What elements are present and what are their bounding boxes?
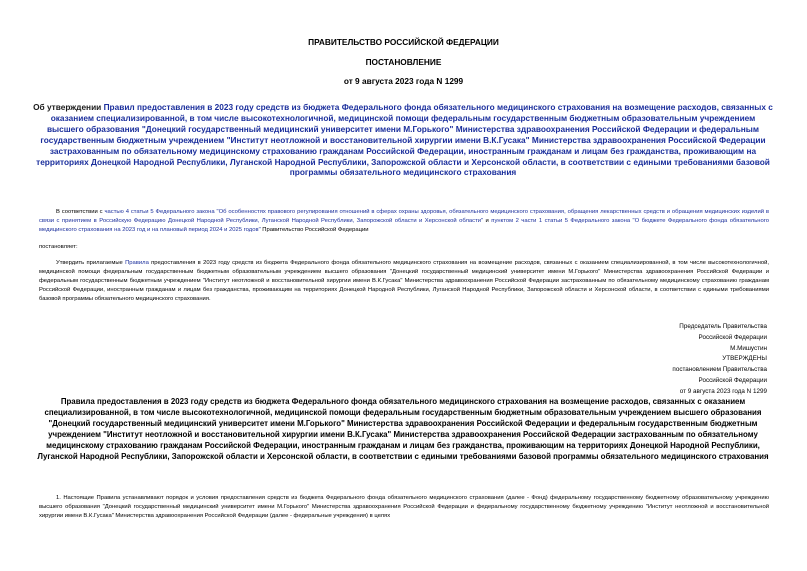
signature-line-1: Председатель Правительства (679, 323, 767, 330)
doc-type-heading: ПОСТАНОВЛЕНИЕ (365, 57, 442, 67)
approved-line-2: Российской Федерации (698, 376, 767, 384)
preamble-text-3: Правительство Российской Федерации (260, 226, 369, 233)
preamble-text-1: В соответствии с (56, 209, 105, 215)
signature-block (672, 322, 767, 398)
preamble-text-2: и (483, 217, 492, 224)
signature-name: М.Мишустин (730, 344, 767, 352)
approve-text-2: предоставления в 2023 году средств из бюджета Федерального фонда обязательного медицинского страхования на возмещение расходов, связанных с оказанием специализированной, в том числе высокотехнологичной, медицинской помощи федеральным государственным бюджетным образовательным учреждением высшего образования "Донецкий государственный медицинский университет имени М.Горького" Министерства здравоохранения Российской Федерации и федеральным государственным бюджетным учреждением "Институт неотложной и восстановительной хирургии имени В.К.Гусака" Министерства здравоохранения Российской Федерации застрахованным по обязательному медицинскому страхованию гражданам Российской Федерации, иностранным гражданам и лицам без гражданства, проживающим на территориях Донецкой Народной Республики, Луганской Народной Республики, Запорожской области и Херсонской области, в соответствии с едиными требованиями базовой программы обязательного медицинского страхования. (39, 260, 769, 302)
law-link-1[interactable]: частью 4 статьи 5 Федерального закона "Об особенностях правового регулирования отношений в сферах охраны здоровья, обязательного медицинского страхования, обращения лекарственных средств и обращения медицинских изделий в связи с принятием в Российскую Федерацию Донецкой Народной Республики, Луганской Народной Республики, Запорожской области и Херсонской области" (39, 209, 769, 224)
preamble-paragraph (39, 208, 769, 235)
government-heading: ПРАВИТЕЛЬСТВО РОССИЙСКОЙ ФЕДЕРАЦИИ (308, 37, 499, 47)
document-title (33, 102, 773, 178)
approved-line-1: постановлением Правительства (672, 366, 767, 374)
decides-line: постановляет: (39, 244, 78, 250)
title-prefix: Об утверждении (33, 102, 104, 112)
approve-paragraph (39, 259, 769, 304)
date-number: от 9 августа 2023 года N 1299 (343, 76, 464, 86)
approved-label: УТВЕРЖДЕНЫ (722, 355, 767, 363)
approve-text-1: Утвердить прилагаемые (56, 260, 126, 266)
rules-title: Правила предоставления в 2023 году средств из бюджета Федерального фонда обязательного медицинского страхования на возмещение расходов, связанных с оказанием специализированной, в том числе высокотехнологичной, медицинской помощи федеральным государственным бюджетным образовательным учреждением высшего образования "Донецкий государственный медицинский университет имени М.Горького" Министерства здравоохранения Российской Федерации и федеральным государственным бюджетным учреждением "Институт неотложной и восстановительной хирургии имени В.К.Гусака" Министерства здравоохранения Российской Федерации застрахованным по обязательному медицинскому страхованию гражданам Российской Федерации, иностранным гражданам и лицам без гражданства, проживающим на территориях Донецкой Народной Республики, Луганской Народной Республики, Запорожской области и Херсонской области, в соответствии с едиными требованиями базовой программы обязательного медицинского страхования (37, 397, 769, 462)
law-link-2[interactable]: пунктом 2 части 1 статьи 5 Федерального закона "О бюджете Федерального фонда обязательного медицинского страхования на 2023 год и на плановый период 2024 и 2025 годов" (39, 217, 769, 233)
approved-line-3: от 9 августа 2023 года N 1299 (679, 387, 767, 395)
rules-link[interactable]: Правил предоставления в 2023 году средств из бюджета Федерального фонда обязательного медицинского страхования на возмещение расходов, связанных с оказанием специализированной, в том числе высокотехнологичной, медицинской помощи федеральным государственным бюджетным образовательным учреждением высшего образования "Донецкий государственный медицинский университет имени М.Горького" Министерства здравоохранения Российской Федерации и федеральным государственным бюджетным учреждением "Институт неотложной и восстановительной хирургии имени В.К.Гусака" Министерства здравоохранения Российской Федерации застрахованным по обязательному медицинскому страхованию гражданам Российской Федерации, иностранным гражданам и лицам без гражданства, проживающим на территориях Донецкой Народной Республики, Луганской Народной Республики, Запорожской области и Херсонской области, в соответствии с едиными требованиями базовой программы обязательного медицинского страхования (36, 102, 773, 178)
signature-line-2: Российской Федерации (698, 333, 767, 341)
clause-1-paragraph: 1. Настоящие Правила устанавливают порядок и условия предоставления средств из бюджета Федерального фонда обязательного медицинского страхования (далее - Фонд) федеральному государственному бюджетному образовательному учреждению высшего образования "Донецкий государственный медицинский университет имени М.Горького" Министерства здравоохранения Российской Федерации и федеральному государственному бюджетному учреждению "Институт неотложной и восстановительной хирургии имени В.К.Гусака" Министерства здравоохранения Российской Федерации (далее - федеральные учреждения) в целях (39, 495, 769, 519)
rules-inline-link[interactable]: Правила (125, 260, 149, 266)
